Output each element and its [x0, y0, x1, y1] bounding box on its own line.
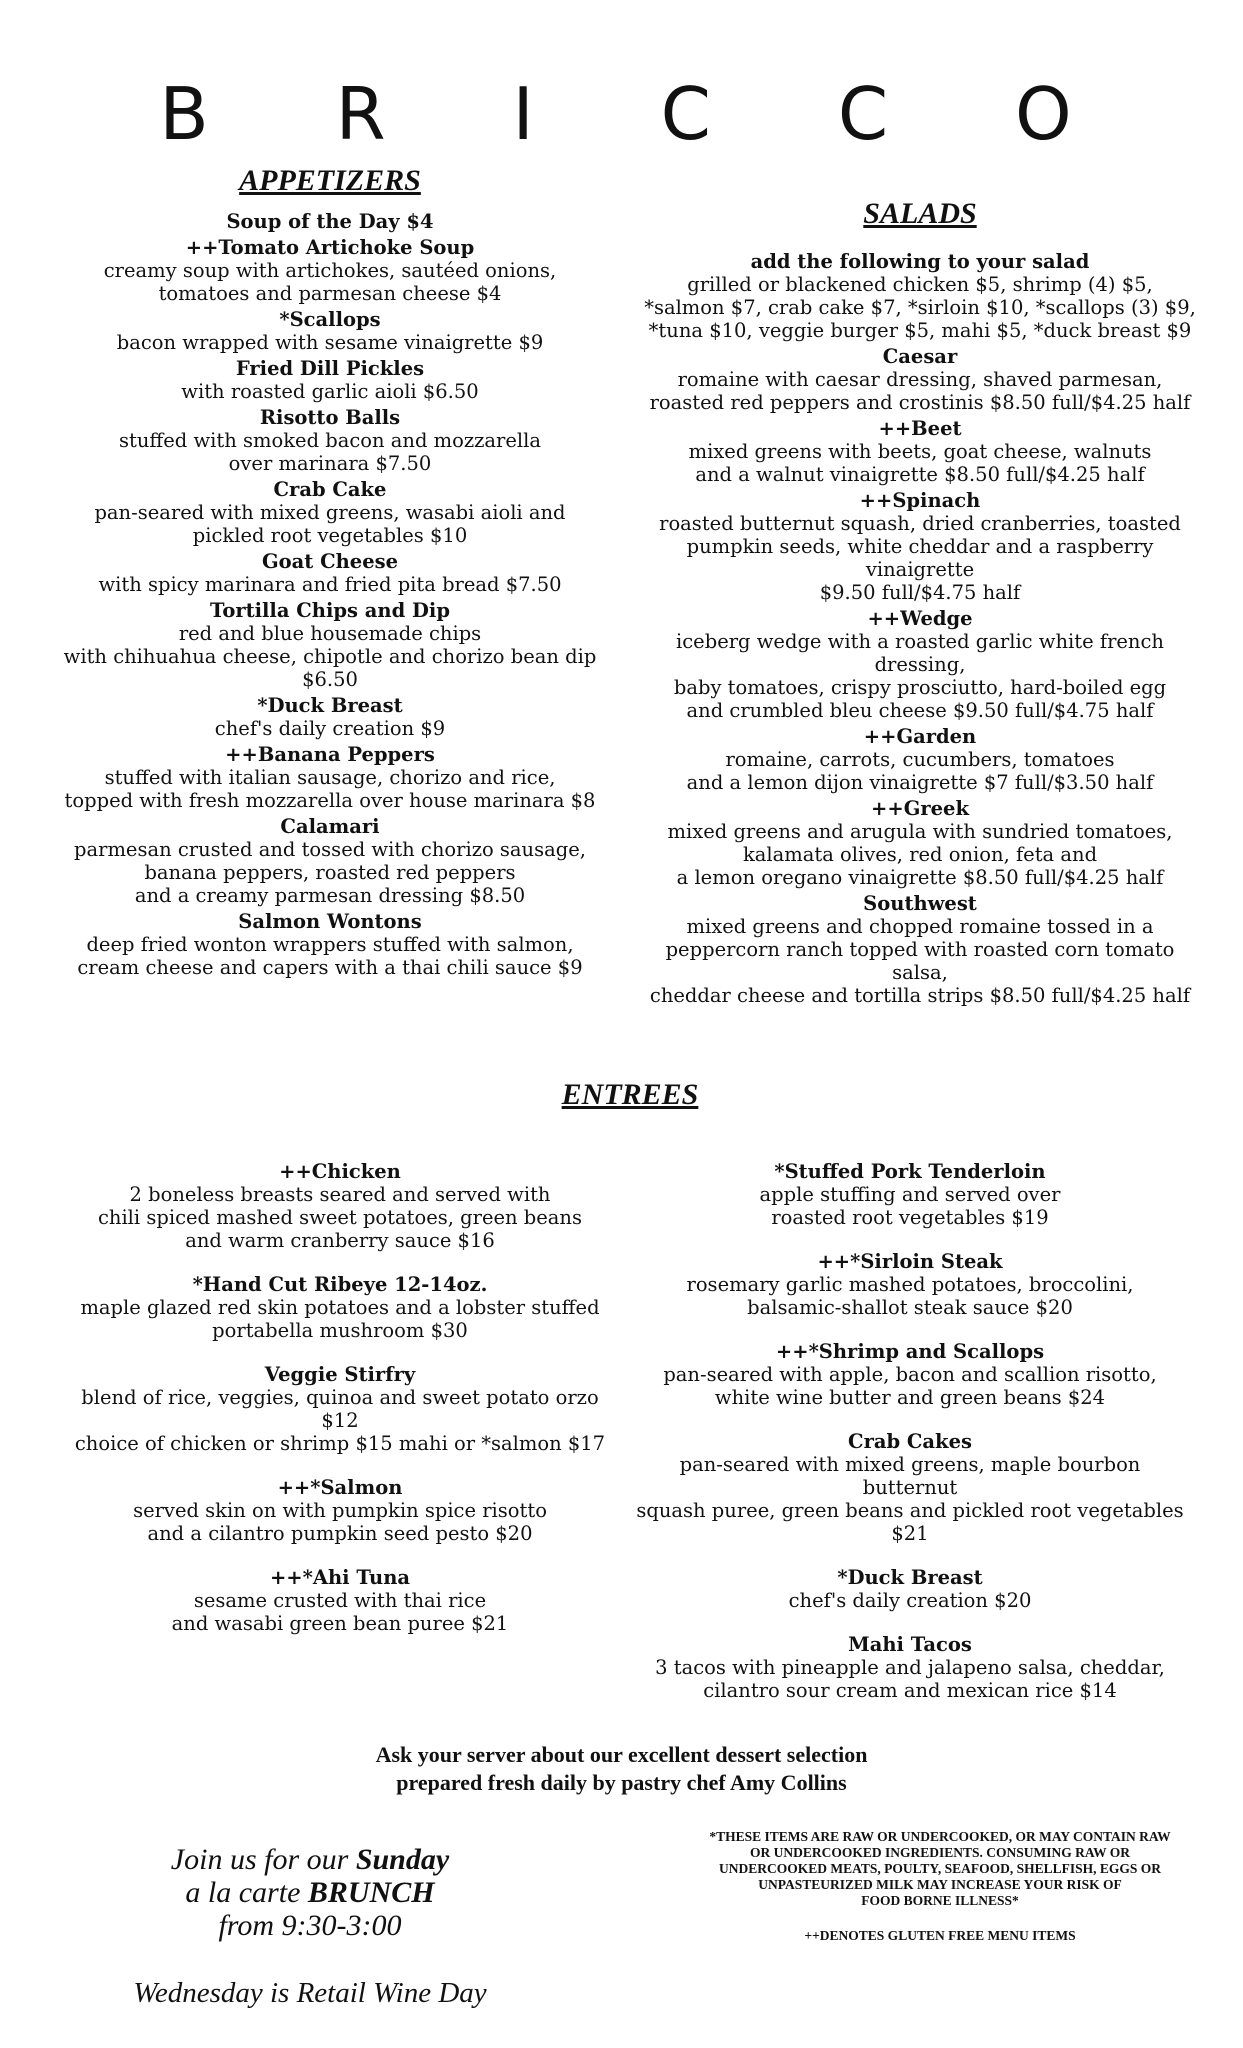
appetizer-item — [40, 815, 620, 907]
salad-item — [640, 797, 1200, 889]
brunch-line-1a: Join us for our — [170, 1843, 356, 1876]
entree-item — [630, 1340, 1190, 1409]
entree-item-desc: maple glazed red skin potatoes and a lobster stuffed portabella mushroom $30 — [80, 1296, 600, 1342]
salad-item-desc: roasted butternut squash, dried cranberries, toasted pumpkin seeds, white cheddar and a raspberry vinaigrette $9.50 full/$4.75 half — [659, 512, 1181, 604]
appetizer-item-name: Calamari — [280, 815, 380, 838]
salad-item-name: ++Greek — [871, 797, 969, 820]
brunch-hours: from 9:30-3:00 — [218, 1909, 402, 1942]
entree-item — [630, 1633, 1190, 1702]
appetizer-item — [40, 308, 620, 354]
entree-item — [630, 1160, 1190, 1229]
entree-item — [60, 1566, 620, 1635]
salad-item-name: ++Beet — [878, 417, 962, 440]
entree-item-desc: pan-seared with apple, bacon and scallion risotto, white wine butter and green beans $24 — [663, 1363, 1157, 1409]
brunch-promo — [100, 1843, 520, 1942]
entree-item-name: Crab Cakes — [848, 1430, 972, 1453]
restaurant-title: B R I C C O — [159, 72, 1124, 156]
appetizer-item-desc: with spicy marinara and fried pita bread $7.50 — [98, 573, 562, 596]
salad-item-name: ++Spinach — [859, 489, 981, 512]
dessert-line-2: prepared fresh daily by pastry chef Amy Collins — [396, 1770, 847, 1795]
appetizer-item-name: Salmon Wontons — [238, 910, 422, 933]
appetizer-item-name: *Scallops — [279, 308, 381, 331]
entree-item-name: ++*Sirloin Steak — [817, 1250, 1003, 1273]
entrees-left-list — [60, 1160, 620, 1656]
appetizer-item-name: Fried Dill Pickles — [235, 357, 425, 380]
appetizer-item-name: ++Tomato Artichoke Soup — [185, 236, 475, 259]
appetizer-item — [40, 910, 620, 979]
appetizer-item-desc: chef's daily creation $9 — [214, 717, 446, 740]
appetizer-item-desc: red and blue housemade chips with chihuahua cheese, chipotle and chorizo bean dip $6.50 — [63, 622, 597, 691]
brunch-line-2a: a la carte — [185, 1876, 308, 1909]
salad-item — [640, 607, 1200, 722]
entree-item — [60, 1363, 620, 1455]
appetizer-item — [40, 406, 620, 475]
salad-item-name: Caesar — [882, 345, 958, 368]
salads-list — [640, 345, 1200, 1007]
appetizer-item-desc: stuffed with italian sausage, chorizo and rice, topped with fresh mozzarella over house marinara $8 — [64, 766, 596, 812]
salad-item-desc: romaine with caesar dressing, shaved parmesan, roasted red peppers and crostinis $8.50 full/$4.25 half — [649, 368, 1191, 414]
salad-item-desc: mixed greens and arugula with sundried tomatoes, kalamata olives, red onion, feta and a lemon oregano vinaigrette $8.50 full/$4.25 half — [667, 820, 1173, 889]
entree-item — [60, 1476, 620, 1545]
appetizer-item-desc: bacon wrapped with sesame vinaigrette $9 — [116, 331, 544, 354]
appetizer-item-name: Crab Cake — [273, 478, 387, 501]
wine-day-note: Wednesday is Retail Wine Day — [133, 1977, 487, 2009]
entree-item-name: Veggie Stirfry — [264, 1363, 416, 1386]
appetizers-list — [40, 210, 620, 982]
appetizer-item-name: Goat Cheese — [262, 550, 398, 573]
appetizer-item-name: ++Banana Peppers — [225, 743, 435, 766]
appetizer-item — [40, 236, 620, 305]
entree-item-desc: pan-seared with mixed greens, maple bourbon butternut squash puree, green beans and pickled root vegetables $21 — [636, 1453, 1184, 1545]
salad-item — [640, 417, 1200, 486]
appetizer-item — [40, 694, 620, 740]
salad-item — [640, 345, 1200, 414]
appetizer-item — [40, 599, 620, 691]
entree-item — [630, 1566, 1190, 1612]
salad-item-name: ++Wedge — [867, 607, 973, 630]
entree-item-desc: served skin on with pumpkin spice risotto and a cilantro pumpkin seed pesto $20 — [133, 1499, 547, 1545]
appetizer-item-desc: creamy soup with artichokes, sautéed onions, tomatoes and parmesan cheese $4 — [103, 259, 557, 305]
salad-item — [640, 892, 1200, 1007]
entree-item — [630, 1250, 1190, 1319]
brunch-line-2b: BRUNCH — [307, 1876, 435, 1909]
salad-addons-title: add the following to your salad — [750, 250, 1090, 273]
entree-item-name: Mahi Tacos — [848, 1633, 972, 1656]
appetizer-item-desc: with roasted garlic aioli $6.50 — [181, 380, 479, 403]
appetizer-item-name: Tortilla Chips and Dip — [210, 599, 450, 622]
salad-item — [640, 489, 1200, 604]
appetizer-item — [40, 478, 620, 547]
salad-item-desc: romaine, carrots, cucumbers, tomatoes and a lemon dijon vinaigrette $7 full/$3.50 half — [686, 748, 1154, 794]
entree-item-desc: chef's daily creation $20 — [788, 1589, 1032, 1612]
entree-item-name: ++*Shrimp and Scallops — [775, 1340, 1045, 1363]
entrees-right-list — [630, 1160, 1190, 1723]
entree-item-name: *Hand Cut Ribeye 12-14oz. — [192, 1273, 488, 1296]
entree-item-desc: sesame crusted with thai rice and wasabi green bean puree $21 — [171, 1589, 509, 1635]
salad-item-desc: mixed greens and chopped romaine tossed in a peppercorn ranch topped with roasted corn tomato salsa, cheddar cheese and tortilla strips $8.50 full/$4.25 half — [649, 915, 1191, 1007]
entree-item-name: *Duck Breast — [837, 1566, 983, 1589]
salads-heading: SALADS — [863, 197, 977, 230]
gluten-free-note: ++DENOTES GLUTEN FREE MENU ITEMS — [804, 1928, 1076, 1943]
appetizer-item — [40, 357, 620, 403]
entree-item-name: ++Chicken — [279, 1160, 401, 1183]
appetizer-item — [40, 743, 620, 812]
appetizer-item-desc: deep fried wonton wrappers stuffed with salmon, cream cheese and capers with a thai chili sauce $9 — [77, 933, 583, 979]
appetizers-heading: APPETIZERS — [239, 164, 421, 197]
brunch-line-1b: Sunday — [355, 1843, 450, 1876]
entree-item-name: *Stuffed Pork Tenderloin — [774, 1160, 1046, 1183]
entree-item-name: ++*Ahi Tuna — [269, 1566, 411, 1589]
appetizer-item-desc: pan-seared with mixed greens, wasabi aioli and pickled root vegetables $10 — [94, 501, 566, 547]
appetizer-item — [40, 550, 620, 596]
salad-item-name: Southwest — [863, 892, 977, 915]
raw-food-warning: *THESE ITEMS ARE RAW OR UNDERCOOKED, OR MAY CONTAIN RAW OR UNDERCOOKED INGREDIENTS. CONSUMING RAW OR UNDERCOOKED MEATS, POULTY, SEAFOOD, SHELLFISH, EGGS OR UNPASTEURIZED MILK MAY INCREASE YOUR RISK OF FOOD BORNE ILLNESS* — [709, 1829, 1171, 1908]
appetizer-item-desc: parmesan crusted and tossed with chorizo sausage, banana peppers, roasted red peppers and a creamy parmesan dressing $8.50 — [74, 838, 586, 907]
salad-item-name: ++Garden — [863, 725, 977, 748]
salad-item — [640, 725, 1200, 794]
entrees-heading: ENTREES — [561, 1078, 699, 1111]
salad-addons — [640, 250, 1200, 342]
appetizer-item-desc: stuffed with smoked bacon and mozzarella over marinara $7.50 — [118, 429, 542, 475]
appetizer-item-name: *Duck Breast — [257, 694, 403, 717]
appetizer-item-name: Soup of the Day $4 — [226, 210, 434, 233]
entree-item-desc: apple stuffing and served over roasted root vegetables $19 — [759, 1183, 1061, 1229]
entree-item-desc: 2 boneless breasts seared and served with chili spiced mashed sweet potatoes, green beans and warm cranberry sauce $16 — [97, 1183, 583, 1252]
entree-item-name: ++*Salmon — [277, 1476, 403, 1499]
entree-item — [60, 1160, 620, 1252]
entree-item — [630, 1430, 1190, 1545]
salad-item-desc: iceberg wedge with a roasted garlic white french dressing, baby tomatoes, crispy prosciutto, hard-boiled egg and crumbled bleu cheese $9.50 full/$4.75 half — [673, 630, 1167, 722]
appetizer-item — [40, 210, 620, 233]
entree-item-desc: blend of rice, veggies, quinoa and sweet potato orzo $12 choice of chicken or shrimp $15 mahi or *salmon $17 — [74, 1386, 606, 1455]
entree-item-desc: rosemary garlic mashed potatoes, broccolini, balsamic-shallot steak sauce $20 — [686, 1273, 1134, 1319]
salad-addons-desc: grilled or blackened chicken $5, shrimp (4) $5, *salmon $7, crab cake $7, *sirloin $10, *scallops (3) $9, *tuna $10, veggie burger $5, mahi $5, *duck breast $9 — [644, 273, 1196, 342]
entree-item-desc: 3 tacos with pineapple and jalapeno salsa, cheddar, cilantro sour cream and mexican rice $14 — [655, 1656, 1165, 1702]
appetizer-item-name: Risotto Balls — [259, 406, 401, 429]
salad-item-desc: mixed greens with beets, goat cheese, walnuts and a walnut vinaigrette $8.50 full/$4.25 half — [688, 440, 1152, 486]
dessert-line-1: Ask your server about our excellent dessert selection — [375, 1742, 868, 1767]
entree-item — [60, 1273, 620, 1342]
salads-column — [640, 250, 1200, 1010]
dessert-note — [0, 1741, 1243, 1797]
